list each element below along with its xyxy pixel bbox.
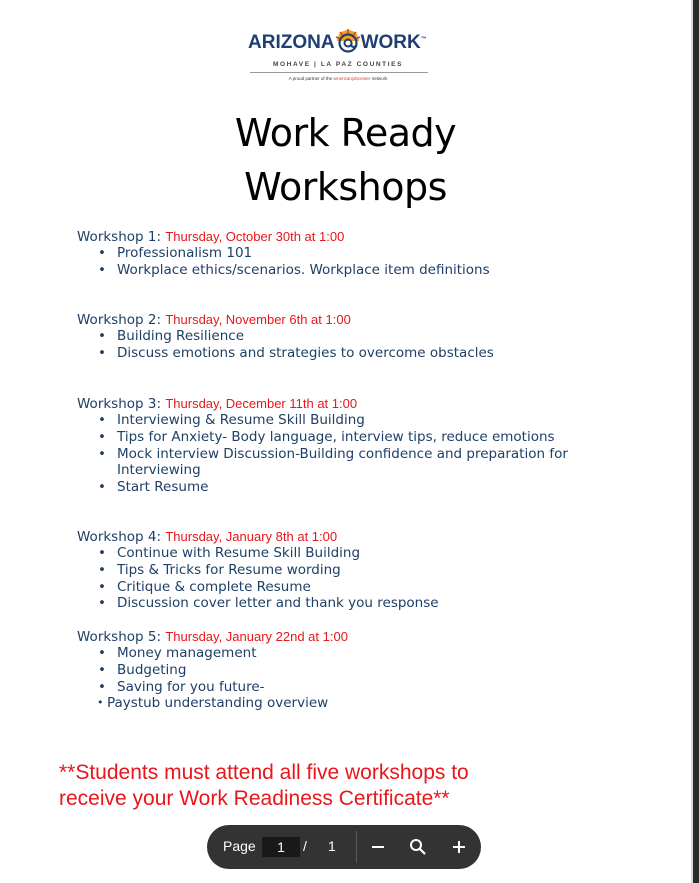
list-item-text: Critique & complete Resume: [117, 578, 311, 595]
list-item: [77, 662, 637, 679]
page-title: [0, 106, 691, 214]
workshop-heading: [77, 529, 637, 545]
title-line-2: Workshops: [244, 165, 447, 209]
list-item-text: Continue with Resume Skill Building: [117, 545, 361, 561]
page-label: Page: [223, 838, 256, 854]
bullet: •: [98, 479, 106, 496]
list-item: [77, 412, 637, 429]
list-item: [77, 429, 637, 446]
zoom-in-button[interactable]: [447, 835, 471, 859]
trademark-mark: ™: [420, 36, 427, 43]
workshop-topics: [77, 245, 637, 279]
toolbar-divider: [356, 831, 357, 863]
list-item: [77, 245, 637, 262]
list-item: [77, 645, 637, 662]
attendance-notice: [59, 760, 619, 811]
workshop-topics: [77, 412, 637, 496]
list-item-text: Interviewing & Resume Skill Building: [117, 412, 365, 428]
list-item-text: Tips & Tricks for Resume wording: [117, 561, 341, 578]
workshop-date: Thursday, October 30th at 1:00: [165, 229, 345, 244]
list-item: [77, 262, 637, 279]
notice-line-1: **Students must attend all five workshops to: [59, 761, 469, 784]
list-item-text: Paystub understanding overview: [107, 695, 329, 712]
bullet: •: [98, 561, 106, 578]
workshop-date: Thursday, December 11th at 1:00: [165, 396, 358, 411]
page-number-input[interactable]: [262, 837, 300, 857]
workshop-label: Workshop 1:: [77, 229, 162, 245]
workshop-heading: [77, 312, 637, 328]
workshop-topics: [77, 328, 637, 362]
workshop-heading: [77, 396, 637, 412]
list-item-text: Workplace ethics/scenarios. Workplace item definitions: [117, 261, 490, 278]
at-sun-icon: [335, 28, 361, 54]
list-item: [77, 579, 637, 596]
list-item: [77, 545, 637, 562]
workshop-5: [77, 629, 637, 712]
bullet: •: [98, 595, 106, 612]
page-separator: /: [303, 838, 307, 854]
list-item-text: Budgeting: [117, 661, 187, 678]
list-item-text: Tips for Anxiety- Body language, interview tips, reduce emotions: [117, 428, 555, 445]
list-item-text: Building Resilience: [117, 328, 245, 344]
list-item: [77, 562, 637, 579]
list-item: [77, 446, 637, 480]
zoom-out-button[interactable]: [366, 835, 390, 859]
workshop-label: Workshop 4:: [77, 529, 162, 545]
scrollbar-edge: [691, 0, 693, 883]
list-item: [77, 679, 637, 696]
logo-partner-line: [238, 76, 438, 81]
list-item: [77, 595, 637, 612]
list-item: [77, 345, 637, 362]
logo-brand-left: ARIZONA: [248, 32, 335, 53]
logo-wordmark: [248, 28, 427, 54]
bullet: •: [98, 344, 106, 361]
logo-subtitle: MOHAVE | LA PAZ COUNTIES: [272, 61, 403, 68]
list-item: [77, 328, 637, 345]
partner-suffix: network: [370, 76, 388, 81]
workshop-4: [77, 529, 637, 612]
partner-brand: americanjobcenter: [333, 76, 371, 81]
total-pages: 1: [328, 838, 336, 854]
workshop-date: Thursday, January 8th at 1:00: [165, 529, 338, 544]
bullet: •: [98, 328, 106, 344]
workshop-3: [77, 396, 637, 496]
workshop-1: [77, 229, 637, 279]
workshop-date: Thursday, January 22nd at 1:00: [165, 629, 348, 644]
logo-divider: [250, 72, 428, 73]
bullet: •: [98, 245, 106, 261]
list-item-text: Money management: [117, 645, 257, 661]
logo-brand-right: WORK: [360, 32, 421, 53]
notice-line-2: receive your Work Readiness Certificate**: [59, 786, 450, 810]
list-item-text: Professionalism 101: [117, 245, 253, 261]
pdf-page-toolbar: [207, 825, 481, 869]
bullet: •: [98, 545, 106, 561]
workshop-label: Workshop 3:: [77, 396, 162, 412]
bullet: •: [98, 428, 106, 445]
minus-icon: [370, 839, 386, 855]
arizona-at-work-logo: [238, 22, 438, 88]
workshop-heading: [77, 229, 637, 245]
bullet: •: [98, 412, 106, 428]
scrollbar[interactable]: [691, 0, 699, 883]
bullet: •: [98, 261, 106, 278]
workshop-label: Workshop 5:: [77, 629, 162, 645]
workshop-2: [77, 312, 637, 362]
list-item-text: Discuss emotions and strategies to overcome obstacles: [117, 344, 494, 361]
plus-icon: [451, 839, 467, 855]
list-item-text: Start Resume: [117, 479, 209, 496]
workshop-label: Workshop 2:: [77, 312, 162, 328]
list-item: [77, 479, 637, 496]
workshop-topics: [77, 645, 637, 712]
workshop-heading: [77, 629, 637, 645]
zoom-reset-button[interactable]: [406, 835, 430, 859]
list-item-text: Discussion cover letter and thank you response: [117, 595, 439, 612]
magnifier-icon: [409, 838, 427, 856]
workshop-topics: [77, 545, 637, 612]
bullet: •: [98, 578, 106, 595]
title-line-1: Work Ready: [234, 111, 457, 155]
bullet: •: [97, 696, 104, 710]
list-item-text: Mock interview Discussion-Building confidence and preparation for Interviewing: [117, 445, 568, 479]
bullet: •: [98, 678, 106, 695]
list-item: [77, 695, 627, 712]
list-item-text: Saving for you future-: [117, 678, 265, 695]
bullet: •: [98, 661, 106, 678]
workshop-date: Thursday, November 6th at 1:00: [165, 312, 351, 327]
bullet: •: [98, 645, 106, 661]
partner-prefix: A proud partner of the: [288, 76, 334, 81]
bullet: •: [98, 445, 106, 462]
